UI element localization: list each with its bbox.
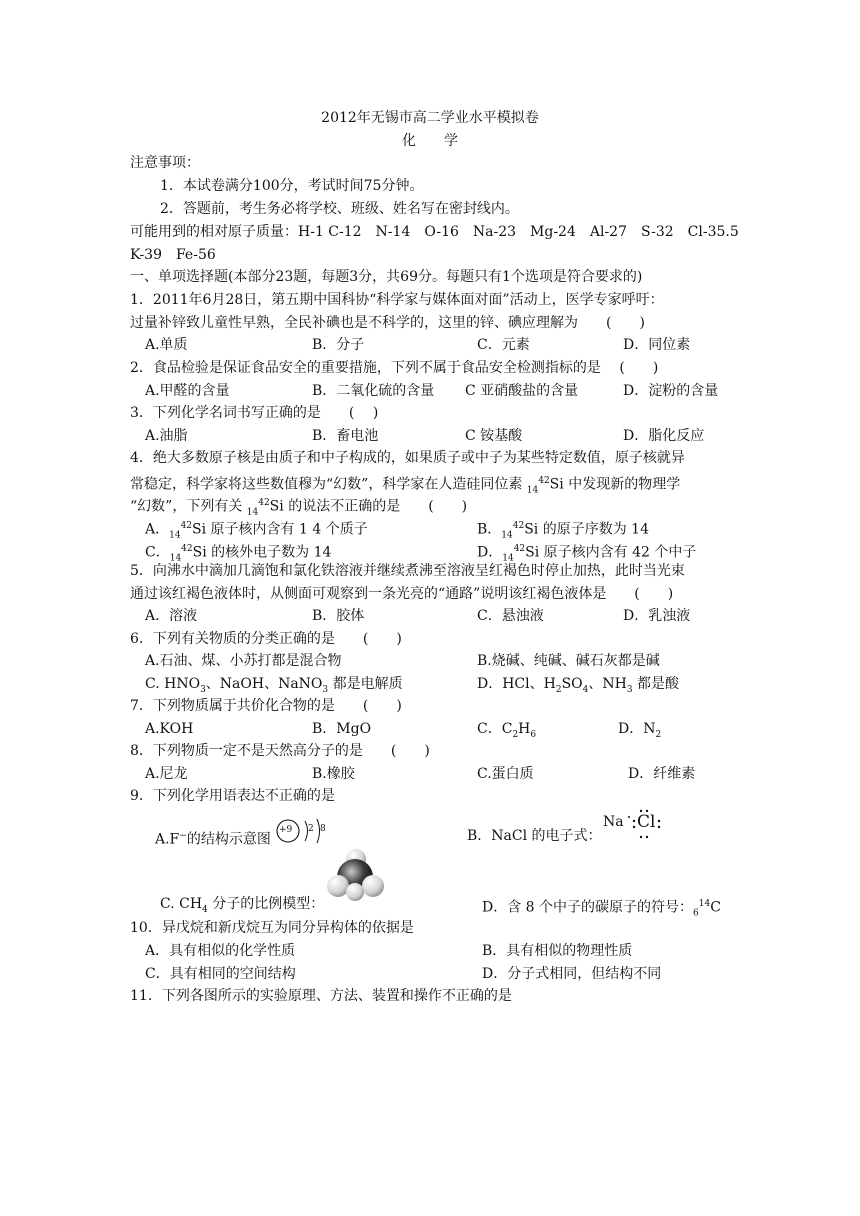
nucleus-charge: +9 [279, 825, 293, 835]
notes-heading: 注意事项： [130, 155, 200, 171]
option-a: A.甲醛的含量 [145, 383, 230, 399]
option-c: C．$C_2H_6$ [477, 721, 537, 740]
option-d: D．$N_2$ [618, 721, 662, 740]
question-text: 4．绝大多数原子核是由质子和中子构成的，如果质子或中子为某些特定数值，原子核就异 [130, 450, 685, 466]
exam-title: 2012年无锡市高二学业水平模拟卷 [321, 110, 539, 126]
option-c: C 铵基酸 [465, 428, 523, 444]
option-d: D．HCl、$H_2SO_4$、$NH_3$ 都是酸 [477, 676, 680, 695]
question-text: 9．下列化学用语表达不正确的是 [130, 788, 335, 804]
question-text: “幻数”，下列有关 $_{14}^{42}$Si 的说法不正确的是 ( ) [130, 498, 468, 518]
option-b: B．MgO [312, 721, 372, 737]
option-a: A.尼龙 [145, 766, 188, 782]
shell-electrons: 8 [320, 824, 326, 834]
option-b: B.橡胶 [312, 766, 355, 782]
option-c: C．悬浊液 [477, 608, 544, 624]
question-text: 1．2011年6月28日，第五期中国科协“科学家与媒体面对面”活动上，医学专家呼吁： [130, 292, 664, 308]
chloride-ion: Cl [637, 812, 656, 832]
note-item: 2．答题前，考生务必将学校、班级、姓名写在密封线内。 [160, 201, 519, 217]
option-b: B．胶体 [312, 608, 365, 624]
question-text: 7．下列物质属于共价化合物的是 ( ) [130, 698, 402, 714]
option-d: D．$_{14}^{42}$Si 原子核内含有 42 个中子 [477, 544, 697, 564]
question-text: 通过该红褐色液体时，从侧面可观察到一条光亮的“通路”说明该红褐色液体是 ( ) [130, 586, 674, 602]
option-b: B．分子 [312, 337, 365, 353]
question-text: 10．异戊烷和新戊烷互为同分异构体的依据是 [130, 920, 414, 936]
option-d: D．含 8 个中子的碳原子的符号：$_6^{14}$C [482, 899, 721, 919]
option-a: A．具有相似的化学性质 [145, 943, 296, 959]
option-c: C．$_{14}^{42}$Si 的核外电子数为 14 [145, 544, 332, 564]
option-b: B．畜电池 [312, 428, 379, 444]
option-b: B．具有相似的物理性质 [482, 943, 633, 959]
question-text: 常稳定，科学家将这些数值穆为“幻数”，科学家在人造硅同位素 $_{14}^{42}$Si 中发现新的物理学 [130, 476, 681, 496]
option-a: A.F−的结构示意图 [155, 831, 271, 848]
option-c: C．具有相同的空间结构 [145, 966, 296, 982]
atomic-masses-line: 可能用到的相对原子质量：H-1 C-12 N-14 O-16 Na-23 Mg-24 Al-27 S-32 Cl-35.5 [130, 224, 739, 240]
shell-electrons: 2 [308, 824, 314, 834]
option-b: B．二氧化硫的含量 [312, 383, 435, 399]
option-d: D．纤维素 [628, 766, 696, 782]
question-text: 6．下列有关物质的分类正确的是 ( ) [130, 631, 402, 647]
option-d: D．乳浊液 [623, 608, 691, 624]
option-c: C．元素 [477, 337, 530, 353]
option-b: B.烧碱、纯碱、碱石灰都是碱 [477, 653, 660, 669]
note-item: 1．本试卷满分100分，考试时间75分钟。 [160, 178, 424, 194]
option-b: B．$_{14}^{42}$Si 的原子序数为 14 [477, 521, 649, 541]
option-c: C. $HNO_3$、NaOH、NaNO$_3$ 都是电解质 [145, 676, 403, 695]
option-c: C.蛋白质 [477, 766, 534, 782]
option-d: D．同位素 [623, 337, 691, 353]
subject-title: 化 学 [402, 133, 458, 149]
section-heading: 一、单项选择题(本部分23题，每题3分，共69分。每题只有1个选项是符合要求的) [130, 269, 643, 285]
option-a: A．溶液 [145, 608, 198, 624]
option-a: A.石油、煤、小苏打都是混合物 [145, 653, 342, 669]
atomic-masses-line: K-39 Fe-56 [130, 247, 216, 263]
nacl-electron-formula [601, 808, 671, 842]
option-d: D．分子式相同，但结构不同 [482, 966, 662, 982]
question-text: 2．食品检验是保证食品安全的重要措施，下列不属于食品安全检测指标的是 ( ) [130, 360, 659, 376]
option-c: C. $CH_4$ 分子的比例模型： [160, 896, 325, 915]
option-a: A.单质 [145, 337, 188, 353]
question-text: 8．下列物质一定不是天然高分子的是 ( ) [130, 743, 430, 759]
question-text: 11．下列各图所示的实验原理、方法、装置和操作不正确的是 [130, 988, 512, 1004]
fluoride-structure-diagram [275, 816, 335, 846]
option-b: B．NaCl 的电子式： [467, 828, 602, 844]
option-c: C 亚硝酸盐的含量 [465, 383, 579, 399]
option-a: A.KOH [145, 721, 194, 737]
question-text: 3．下列化学名词书写正确的是 ( ) [130, 405, 379, 421]
sodium-ion: Na [603, 814, 624, 830]
option-d: D．淀粉的含量 [623, 383, 719, 399]
option-a: A.油脂 [145, 428, 188, 444]
option-d: D．脂化反应 [623, 428, 705, 444]
methane-space-filling-model [320, 850, 390, 900]
question-text: 过量补锌致儿童性早熟，全民补碘也是不科学的，这里的锌、碘应理解为 ( ) [130, 315, 645, 331]
question-text: 5．向沸水中滴加几滴饱和氯化铁溶液并继续煮沸至溶液呈红褐色时停止加热，此时当光束 [130, 563, 685, 579]
option-a: A．$_{14}^{42}$Si 原子核内含有 1 4 个质子 [145, 521, 368, 541]
